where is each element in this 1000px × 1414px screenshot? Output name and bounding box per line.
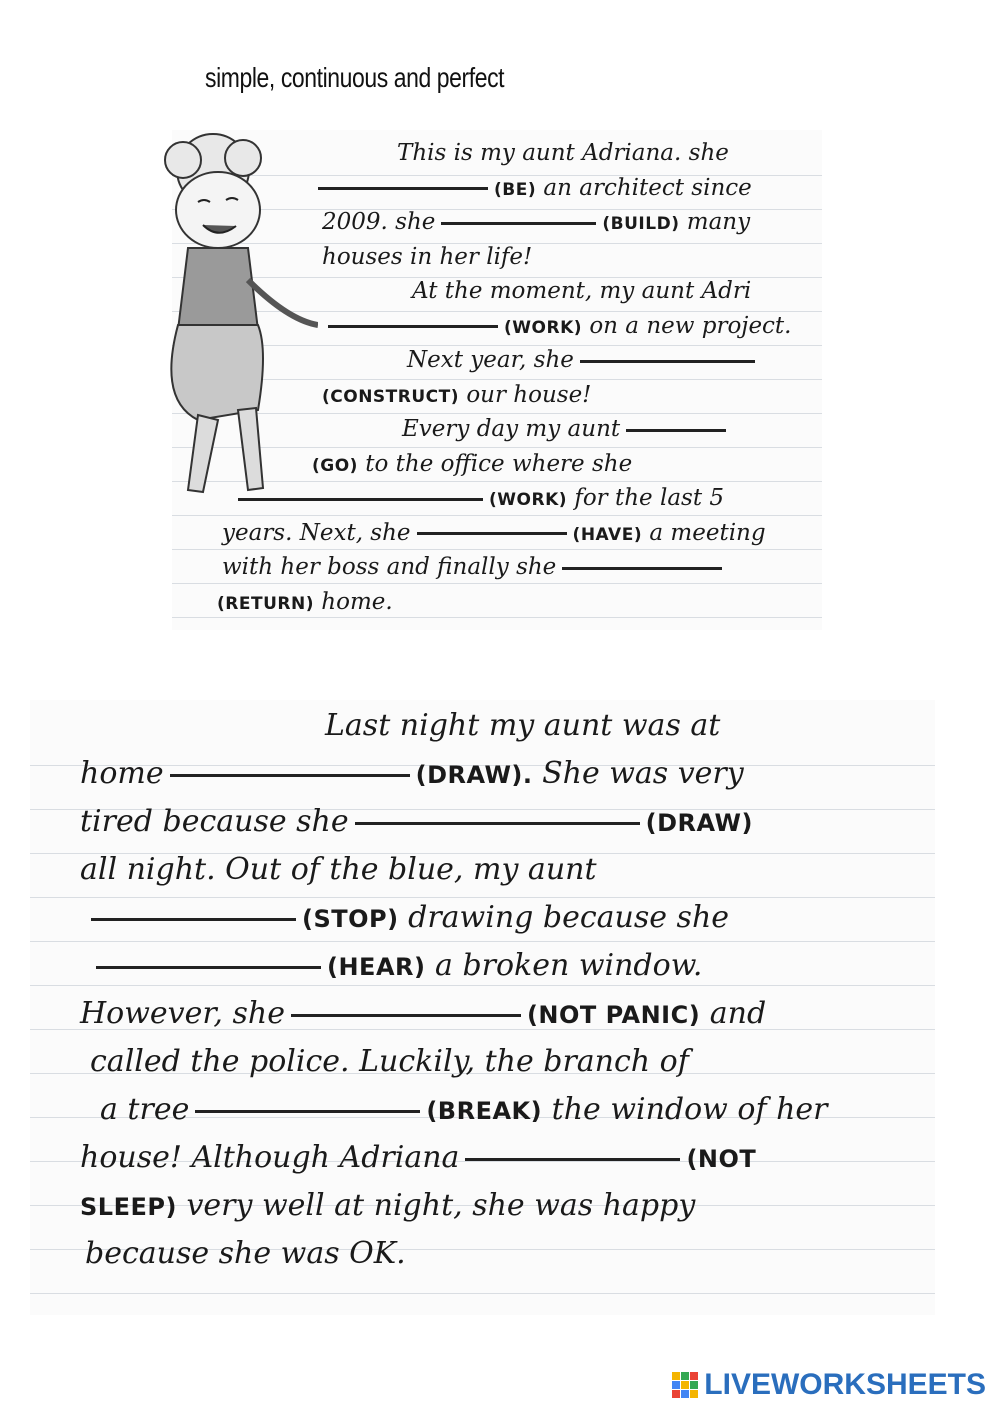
worksheet-passage-1: [172, 130, 822, 630]
line-text: Every day my aunt: [402, 416, 621, 442]
passage-line: [217, 589, 393, 615]
verb-cue: (CONSTRUCT): [322, 386, 460, 407]
verb-cue: (BREAK): [426, 1097, 543, 1125]
verb-cue: (NOT PANIC): [526, 1001, 701, 1029]
line-text: because she was OK.: [85, 1236, 406, 1271]
answer-blank[interactable]: [91, 918, 296, 921]
passage-line: [80, 852, 597, 887]
line-text: houses in her life!: [322, 243, 533, 270]
answer-blank[interactable]: [441, 222, 596, 225]
line-text: many: [679, 209, 751, 235]
verb-cue: (DRAW).: [415, 761, 533, 789]
verb-cue: (GO): [312, 455, 358, 476]
passage-line: [80, 804, 753, 839]
answer-blank[interactable]: [318, 187, 488, 190]
line-text: Last night my aunt was at: [325, 708, 721, 743]
line-text: to the office where she: [357, 450, 633, 477]
verb-cue: (BE): [494, 179, 537, 200]
passage-line: [222, 554, 728, 580]
passage-line: [412, 278, 751, 304]
answer-blank[interactable]: [96, 966, 321, 969]
liveworksheets-logo[interactable]: [672, 1368, 986, 1402]
line-text: all night. Out of the blue, my aunt: [80, 852, 597, 887]
passage-line: [222, 520, 766, 546]
line-text: for the last 5: [567, 485, 725, 511]
line-text: tired because she: [80, 804, 349, 839]
line-text: 2009. she: [322, 209, 436, 235]
passage-line: [325, 708, 720, 743]
line-text: an architect since: [536, 174, 752, 201]
line-text: years. Next, she: [222, 519, 411, 546]
answer-blank[interactable]: [195, 1110, 420, 1113]
passage-line: [407, 347, 761, 373]
verb-cue: SLEEP): [80, 1193, 177, 1221]
line-text: This is my aunt Adriana. she: [397, 140, 729, 166]
passage-line: [90, 1044, 689, 1079]
passage-line: [312, 175, 752, 201]
line-text: and: [700, 996, 767, 1031]
answer-blank[interactable]: [465, 1158, 680, 1161]
verb-cue: (STOP): [302, 905, 399, 933]
line-text: Next year, she: [407, 347, 574, 373]
line-text: home.: [313, 588, 393, 615]
passage-line: [100, 1092, 828, 1127]
passage-line: [397, 140, 729, 166]
answer-blank[interactable]: [355, 822, 640, 825]
verb-cue: (NOT: [686, 1145, 757, 1173]
line-text: She was very: [532, 756, 744, 791]
answer-blank[interactable]: [328, 325, 498, 328]
aunt-illustration: [118, 130, 318, 510]
answer-blank[interactable]: [291, 1014, 521, 1017]
line-text: However, she: [80, 996, 285, 1031]
logo-text: LIVEWORKSHEETS: [704, 1368, 986, 1401]
passage-line: [80, 756, 744, 791]
line-text: home: [80, 756, 164, 791]
passage-line: [90, 948, 702, 983]
passage-line: [322, 244, 532, 270]
answer-blank[interactable]: [170, 774, 410, 777]
passage-line: [80, 1188, 695, 1223]
worksheet-passage-2: [30, 700, 935, 1315]
page-title: simple, continuous and perfect: [205, 62, 505, 93]
line-text: At the moment, my aunt Adri: [412, 278, 752, 304]
answer-blank[interactable]: [580, 360, 755, 363]
line-text: a tree: [100, 1092, 190, 1127]
passage-line: [85, 900, 729, 935]
line-text: our house!: [459, 381, 592, 408]
passage-line: [322, 313, 792, 339]
line-text: with her boss and finally she: [222, 554, 557, 580]
passage-line: [85, 1236, 406, 1271]
passage-line: [312, 451, 632, 477]
line-text: on a new project.: [582, 312, 792, 339]
passage-line: [402, 416, 732, 442]
verb-cue: (WORK): [489, 490, 568, 510]
line-text: house! Although Adriana: [80, 1140, 460, 1175]
passage-line: [322, 382, 591, 408]
liveworksheets-logo-icon: [672, 1372, 698, 1398]
answer-blank[interactable]: [238, 498, 483, 501]
passage-line: [80, 996, 766, 1031]
verb-cue: (BUILD): [602, 214, 680, 234]
line-text: a broken window.: [425, 948, 703, 983]
answer-blank[interactable]: [417, 532, 567, 535]
line-text: a meeting: [642, 519, 766, 546]
verb-cue: (DRAW): [645, 809, 753, 837]
verb-cue: (RETURN): [217, 593, 314, 614]
answer-blank[interactable]: [626, 429, 726, 432]
line-text: drawing because she: [398, 900, 730, 935]
verb-cue: (WORK): [504, 317, 583, 338]
passage-line: [322, 209, 750, 235]
passage-line: [80, 1140, 756, 1175]
verb-cue: (HAVE): [572, 524, 643, 545]
line-text: called the police. Luckily, the branch of: [90, 1044, 689, 1079]
passage-line: [232, 485, 724, 511]
verb-cue: (HEAR): [327, 953, 426, 981]
line-text: very well at night, she was happy: [176, 1188, 696, 1223]
line-text: the window of her: [542, 1092, 828, 1127]
answer-blank[interactable]: [562, 567, 722, 570]
